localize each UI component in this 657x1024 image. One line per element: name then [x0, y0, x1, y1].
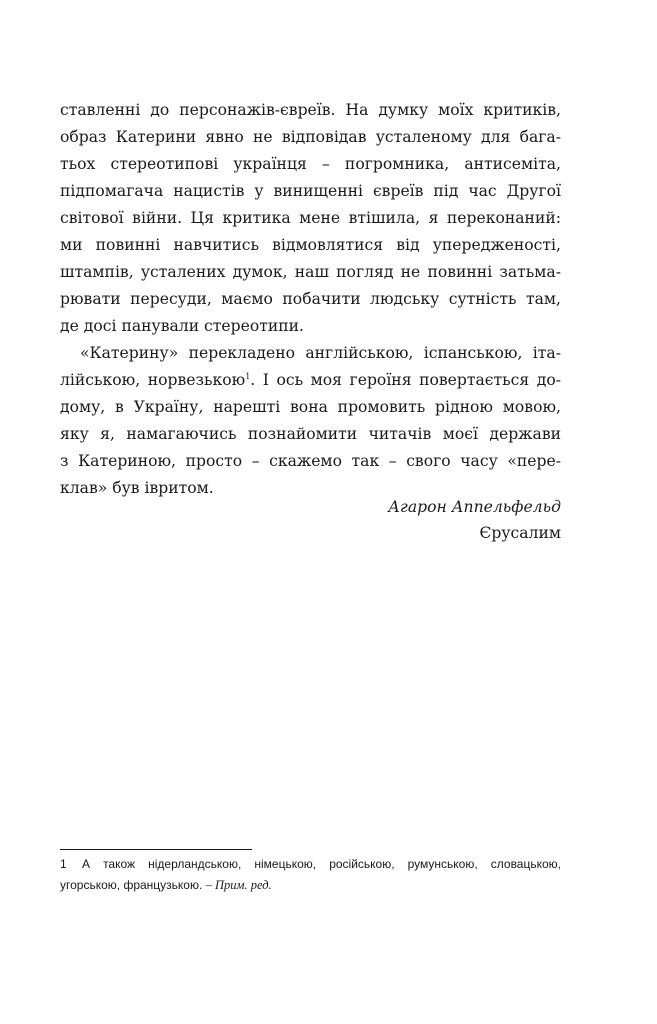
text-line: штампів, усталених думок, наш погляд не повинні затьма- — [60, 263, 561, 281]
paragraph-2 — [60, 340, 561, 502]
paragraph-1 — [60, 97, 561, 340]
footnote-text: угорською, французькою. — [60, 878, 203, 892]
text-fragment: . І ось моя героїня повертається до- — [250, 371, 561, 389]
text-line: рювати пересуди, маємо побачити людську сутність там, — [60, 290, 561, 308]
text-line: де досі панували стереотипи. — [60, 317, 304, 335]
main-text — [60, 97, 561, 502]
footnote-divider — [60, 849, 252, 850]
text-line: яку я, намагаючись познайомити читачів моєї держави — [60, 425, 561, 443]
text-line: тьох стереотипові українця – погромника, антисеміта, — [60, 155, 561, 173]
text-line: дому, в Україну, нарешті вона промовить рідною мовою, — [60, 398, 561, 416]
text-line: світової війни. Ця критика мене втішила, я переконаний: — [60, 209, 561, 227]
signature-place: Єрусалим — [479, 524, 561, 542]
text-line — [60, 367, 561, 394]
footnote-line — [60, 875, 561, 896]
author-name: Агарон Аппельфельд — [388, 498, 561, 516]
signature-block — [388, 494, 561, 546]
footnote-line — [60, 854, 561, 875]
text-line: підпомагача нацистів у винищенні євреїв під час Другої — [60, 182, 561, 200]
footnote-number: 1 — [60, 857, 67, 871]
text-line: з Катериною, просто – скажемо так – свого часу «пере- — [60, 452, 561, 470]
editor-note: – Прим. ред. — [205, 878, 272, 892]
text-line: «Катерину» перекладено англійською, іспанською, іта- — [80, 344, 561, 362]
footnote-text: А також нідерландською, німецькою, російською, румунською, словацькою, — [82, 857, 561, 871]
text-line: образ Катерини явно не відповідав усталеному для бага- — [60, 128, 561, 146]
text-line: клав» був івритом. — [60, 479, 214, 497]
text-fragment: лійською, норвезькою — [60, 371, 246, 389]
footnote — [60, 854, 561, 896]
text-line: ставленні до персонажів-євреїв. На думку моїх критиків, — [60, 101, 561, 119]
footnote-reference[interactable]: 1 — [245, 371, 251, 381]
text-line: ми повинні навчитись відмовлятися від упередженості, — [60, 236, 561, 254]
